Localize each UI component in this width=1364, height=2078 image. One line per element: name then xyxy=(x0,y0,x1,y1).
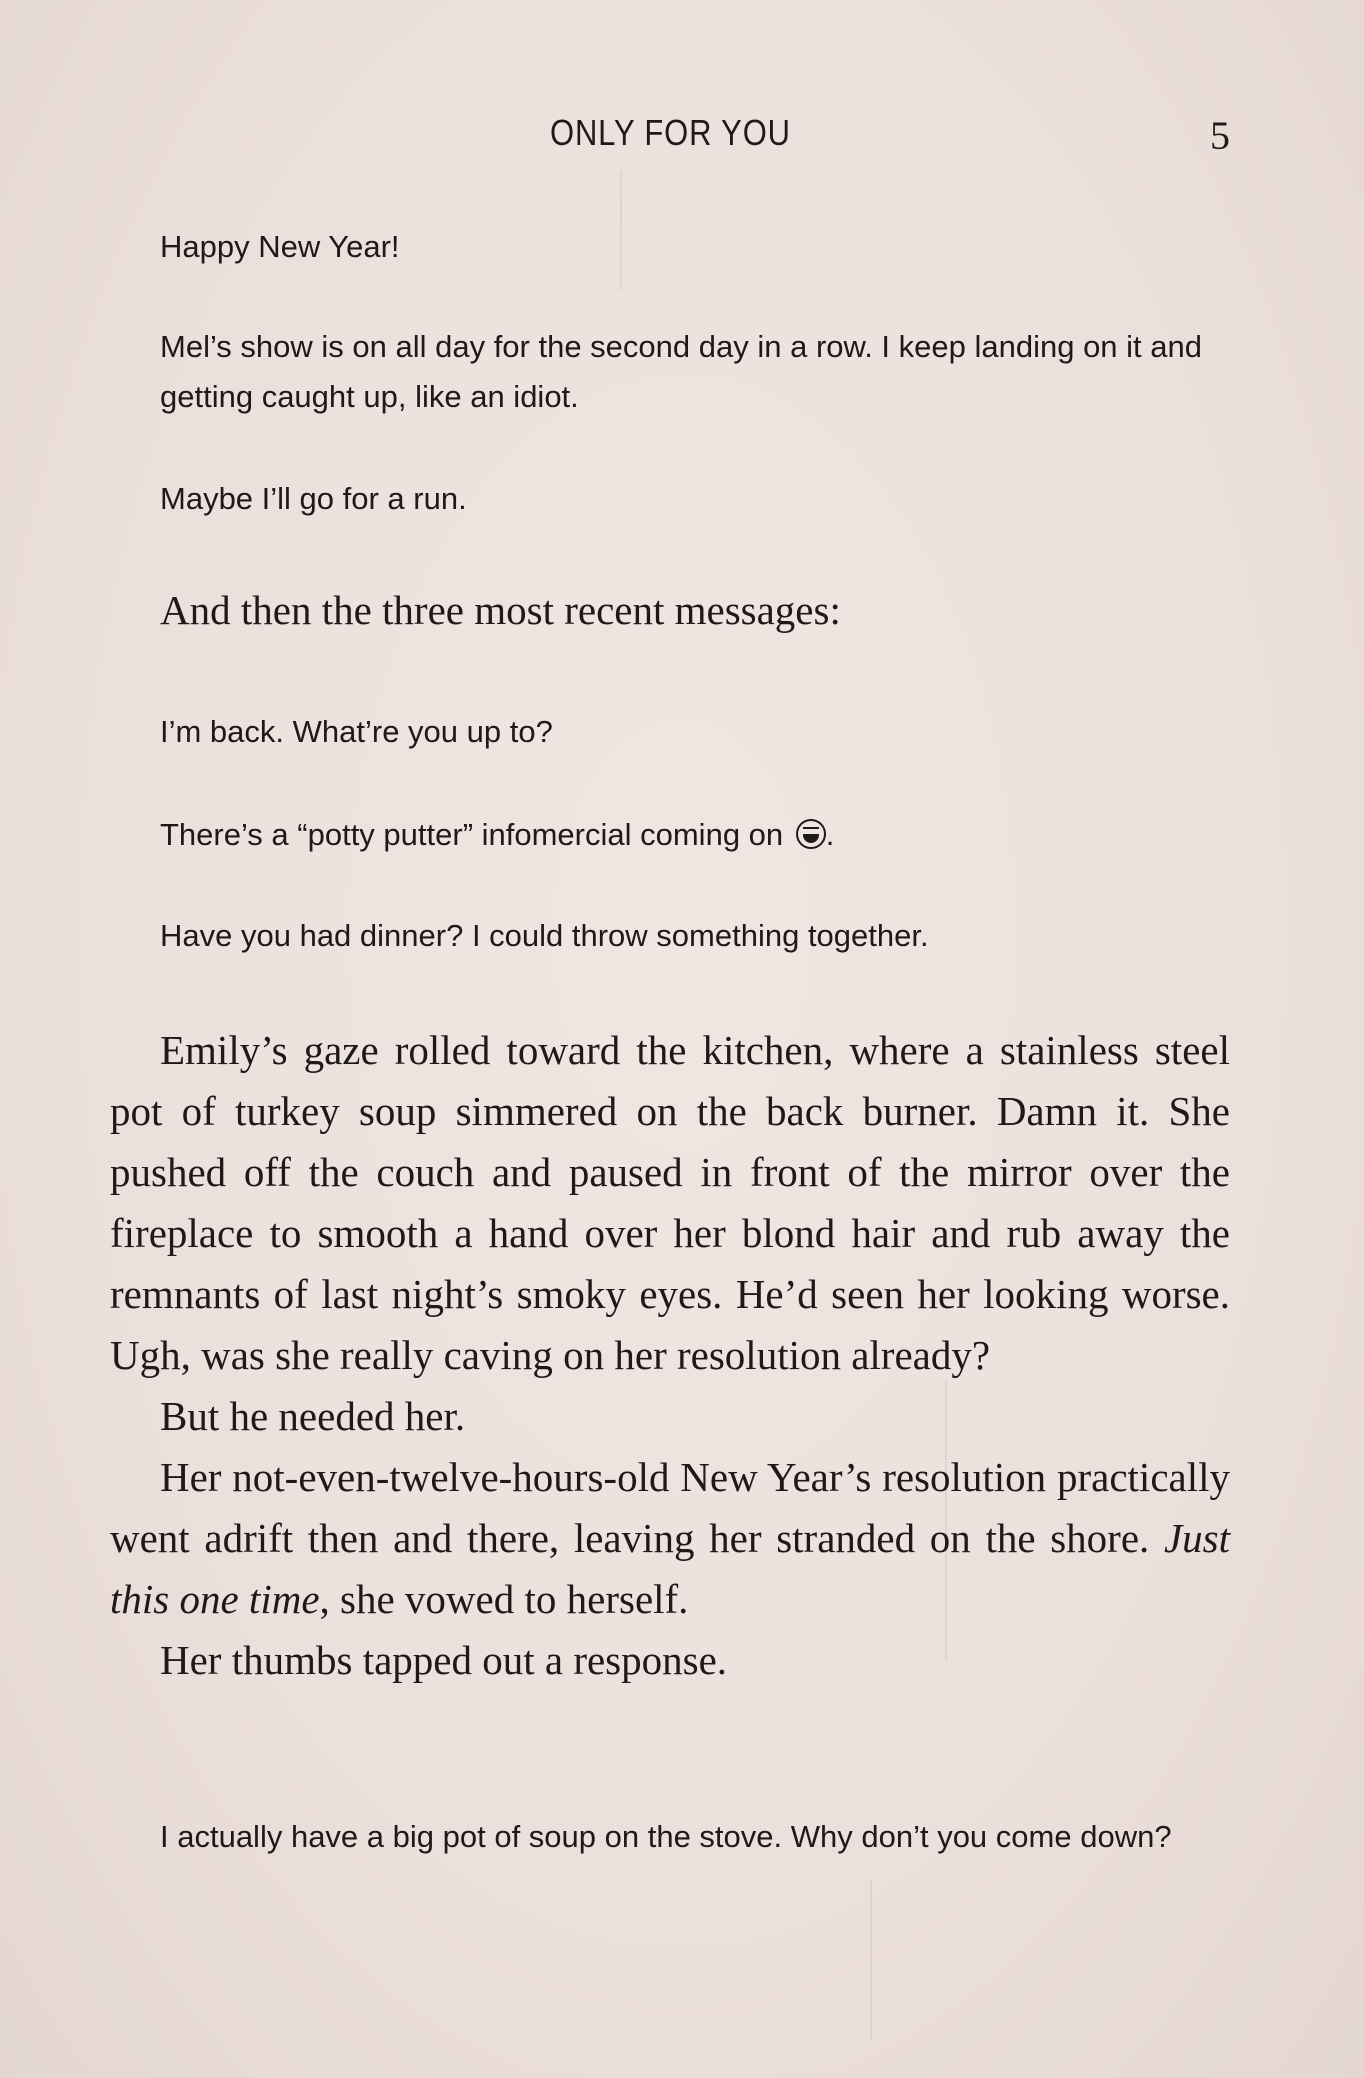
italic-text: Just this one time xyxy=(110,1515,1231,1622)
show-through-line xyxy=(870,1880,872,2040)
running-head: ONLY FOR YOU xyxy=(550,112,791,153)
page-number: 5 xyxy=(1210,113,1230,158)
message-line xyxy=(110,810,1230,860)
paragraph-text-part: Her not-even-twelve-hours-old New Year’s resolution practically went adrift then and there, leaving her stranded on the shore. xyxy=(110,1454,1230,1561)
message-line: Maybe I’ll go for a run. xyxy=(160,481,467,516)
message-line: I actually have a big pot of soup on the stove. Why don’t you come down? xyxy=(160,1819,1172,1854)
prose-section xyxy=(110,1020,1230,1691)
text-message-7 xyxy=(110,1812,1230,1862)
text-message-2 xyxy=(110,322,1230,422)
message-line: I’m back. What’re you up to? xyxy=(160,714,553,749)
text-message-1 xyxy=(110,222,1230,272)
message-line: Mel’s show is on all day for the second day in a row. I keep landing on it and getting caught up, like an idiot. xyxy=(160,329,1202,414)
text-message-5 xyxy=(110,810,1230,860)
paragraph-text: And then the three most recent messages: xyxy=(160,587,841,633)
text-message-4 xyxy=(110,707,1230,757)
page-header xyxy=(110,112,1230,172)
message-line: Happy New Year! xyxy=(160,229,400,264)
paragraph-text: Her thumbs tapped out a response. xyxy=(160,1637,728,1683)
message-line: Have you had dinner? I could throw something together. xyxy=(160,918,929,953)
paragraph-text: Emily’s gaze rolled toward the kitchen, where a stainless steel pot of turkey soup simmered on the back burner. Damn it. She pushed off the couch and paused in front of the mirror over the fireplace to smooth a hand over her blond hair and rub away the remnants of last night’s smoky eyes. He’d seen her looking worse. Ugh, was she really caving on her resolution already? xyxy=(110,1027,1230,1378)
text-message-6 xyxy=(110,911,1230,961)
paragraph-text-part: , she vowed to herself. xyxy=(319,1576,689,1622)
paragraph-text: But he needed her. xyxy=(160,1393,466,1439)
message-text: There’s a “potty putter” infomercial coming on xyxy=(160,817,784,852)
message-punctuation: . xyxy=(825,817,835,852)
laughing-face-icon xyxy=(796,819,826,849)
text-message-3 xyxy=(110,474,1230,524)
paragraph-text xyxy=(110,1447,1230,1630)
prose-paragraph xyxy=(110,580,1230,641)
